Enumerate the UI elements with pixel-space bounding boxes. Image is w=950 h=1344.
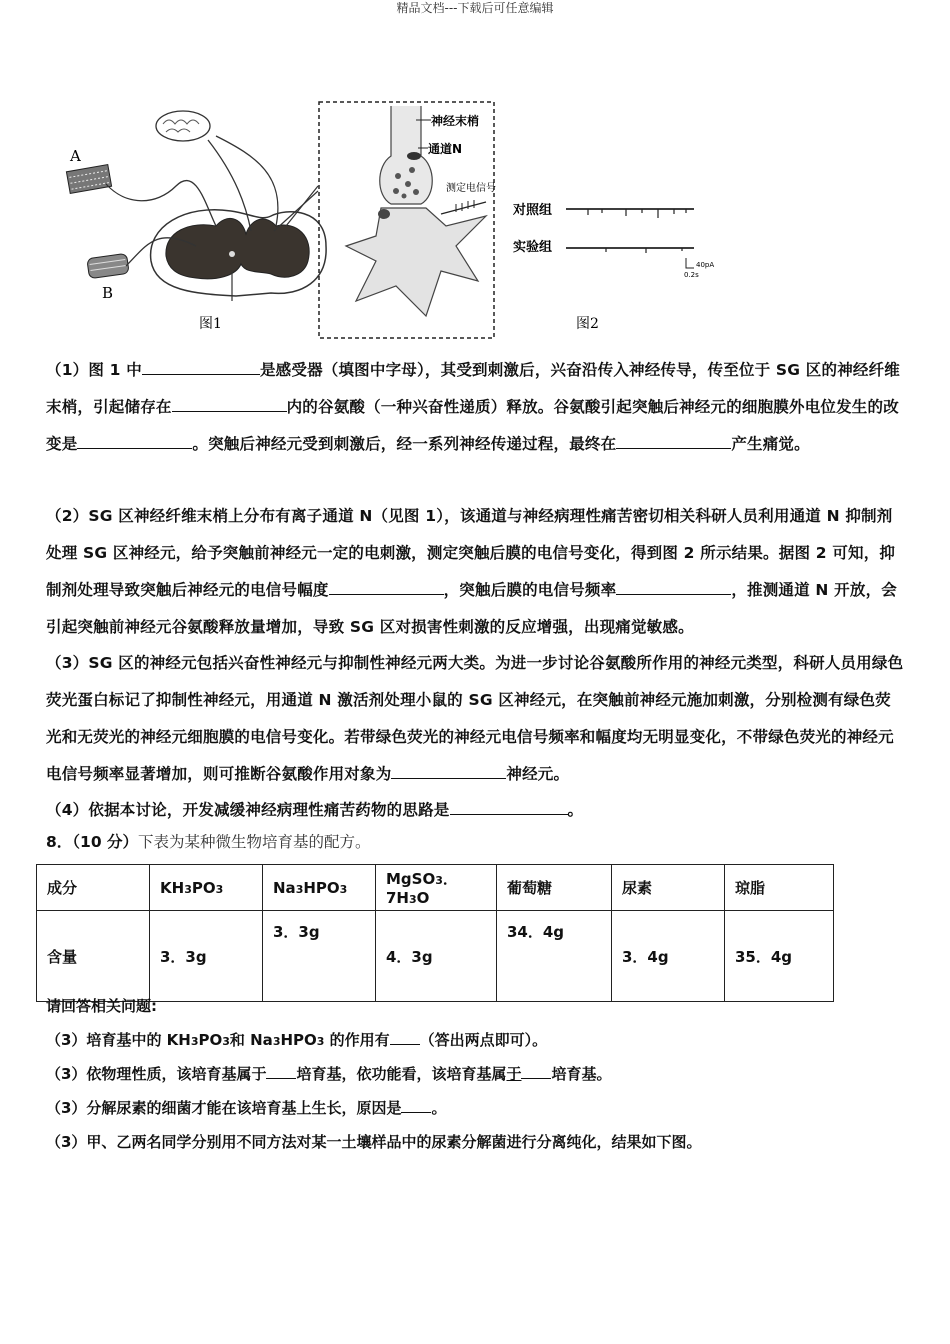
table-header-cell: KH3PO3 xyxy=(150,865,263,911)
answer-blank[interactable] xyxy=(329,580,444,595)
receptor-a-icon xyxy=(66,165,111,194)
fig1-label: 图1 xyxy=(199,316,222,332)
label-a: A xyxy=(70,147,81,165)
label-nerve-ending: 神经末梢 xyxy=(431,114,480,128)
label-control-group: 对照组 xyxy=(513,203,553,218)
answer-blank[interactable] xyxy=(521,1064,551,1079)
question-1: （1）图 1 中 是感受器（填图中字母），其受到刺激后，兴奋沿传入神经传导，传至位于 SG 区的神经纤维末梢，引起储存在 内的谷氨酸（一种兴奋性递质）释放。谷氨酸引起突触后神经元的细胞膜外电位发生的改变是 。突触后神经元受到刺激后，经一系列神经传递过程，最终在 产生痛觉。 xyxy=(46,361,900,453)
label-experiment-group: 实验组 xyxy=(513,240,553,255)
answer-blank[interactable] xyxy=(142,360,260,375)
answer-blank[interactable] xyxy=(391,764,506,779)
table-header-cell: 尿素 xyxy=(612,865,725,911)
answer-blank[interactable] xyxy=(616,580,731,595)
question-3: （3）SG 区的神经元包括兴奋性神经元与抑制性神经元两大类。为进一步讨论谷氨酸所作用的神经元类型，科研人员用绿色荧光蛋白标记了抑制性神经元，用通道 N 激活剂处理小鼠的 SG 区神经元，在突触前神经元施加刺激，分别检测有绿色荧光和无荧光的神经元细胞膜的电信号变化。若带绿色荧光的神经元电信号频率和幅度均无明显变化，不带绿色荧光的神经元电信号频率显著增加，则可推断谷氨酸作用对象为 神经元。 xyxy=(46,654,904,783)
table-cell: 3．3g xyxy=(150,911,263,1002)
answer-prompt: 请回答相关问题: xyxy=(46,997,157,1015)
effector-b-icon xyxy=(87,253,129,278)
table-cell: 3．3g xyxy=(263,911,376,1002)
spinal-cord-diagram xyxy=(151,210,327,301)
sub-question-3: （3）分解尿素的细菌才能在该培育基上生长，原因是 。 xyxy=(46,1099,447,1117)
experiment-figure xyxy=(46,96,716,341)
answer-blank[interactable] xyxy=(266,1064,296,1079)
question-number: 8．（10 分） xyxy=(46,833,139,851)
table-row-label: 含量 xyxy=(37,911,150,1002)
table-cell: 4．3g xyxy=(376,911,497,1002)
page-header: 精品文档---下载后可任意编辑 xyxy=(396,1,554,15)
sub-question-2: （3）依物理性质，该培育基属于 培育基，依功能看，该培育基属于 培育基。 xyxy=(46,1065,612,1083)
scale-time: 0.2s xyxy=(684,271,699,279)
answer-blank[interactable] xyxy=(172,397,287,412)
answer-blank[interactable] xyxy=(450,800,568,815)
answer-blank[interactable] xyxy=(616,434,731,449)
synapse-diagram xyxy=(346,106,486,316)
answer-blank[interactable] xyxy=(77,434,192,449)
medium-recipe-table xyxy=(36,864,834,1002)
table-header-cell: 琼脂 xyxy=(725,865,834,911)
question-2: （2）SG 区神经纤维末梢上分布有离子通道 N（见图 1），该通道与神经病理性痛苦密切相关科研人员利用通道 N 抑制剂处理 SG 区神经元，给予突触前神经元一定的电刺激，测定突触后膜的电信号变化，得到图 2 所示结果。据图 2 可知，抑制剂处理导致突触后神经元的电信号幅度 ，突触后膜的电信号频率 ，推测通道 N 开放，会引起突触前神经元谷氨酸释放量增加，导致 SG 区对损害性刺激的反应增强，出现痛觉敏感。 xyxy=(46,507,897,636)
table-header-cell: 葡萄糖 xyxy=(497,865,612,911)
signal-traces xyxy=(512,202,714,332)
answer-blank[interactable] xyxy=(401,1098,431,1113)
table-header-cell: MgSO3．7H3O xyxy=(376,865,497,911)
sub-question-1: （3）培育基中的 KH3PO3和 Na3HPO3 的作用有 （答出两点即可）。 xyxy=(46,1031,548,1049)
table-cell: 35．4g xyxy=(725,911,834,1002)
table-cell: 34．4g xyxy=(497,911,612,1002)
question-4: （4）依据本讨论，开发减缓神经病理性痛苦药物的思路是 。 xyxy=(46,801,584,819)
answer-blank[interactable] xyxy=(390,1030,420,1045)
question-8-title xyxy=(46,830,371,854)
label-b: B xyxy=(102,284,114,302)
label-measure-signal: 测定电信号 xyxy=(446,183,496,194)
sub-question-4: （3）甲、乙两名同学分别用不同方法对某一土壤样品中的尿素分解菌进行分离纯化，结果如下图。 xyxy=(46,1133,702,1151)
table-header-cell: Na3HPO3 xyxy=(263,865,376,911)
table-cell: 3．4g xyxy=(612,911,725,1002)
table-header-row xyxy=(37,865,834,911)
table-header-cell: 成分 xyxy=(37,865,150,911)
question-intro: 下表为某种微生物培育基的配方。 xyxy=(138,833,371,851)
table-row xyxy=(37,911,834,1002)
brain-icon xyxy=(156,111,210,141)
label-channel-n: 通道N xyxy=(428,142,463,156)
fig2-label: 图2 xyxy=(576,316,599,332)
scale-amplitude: 40pA xyxy=(696,261,715,269)
